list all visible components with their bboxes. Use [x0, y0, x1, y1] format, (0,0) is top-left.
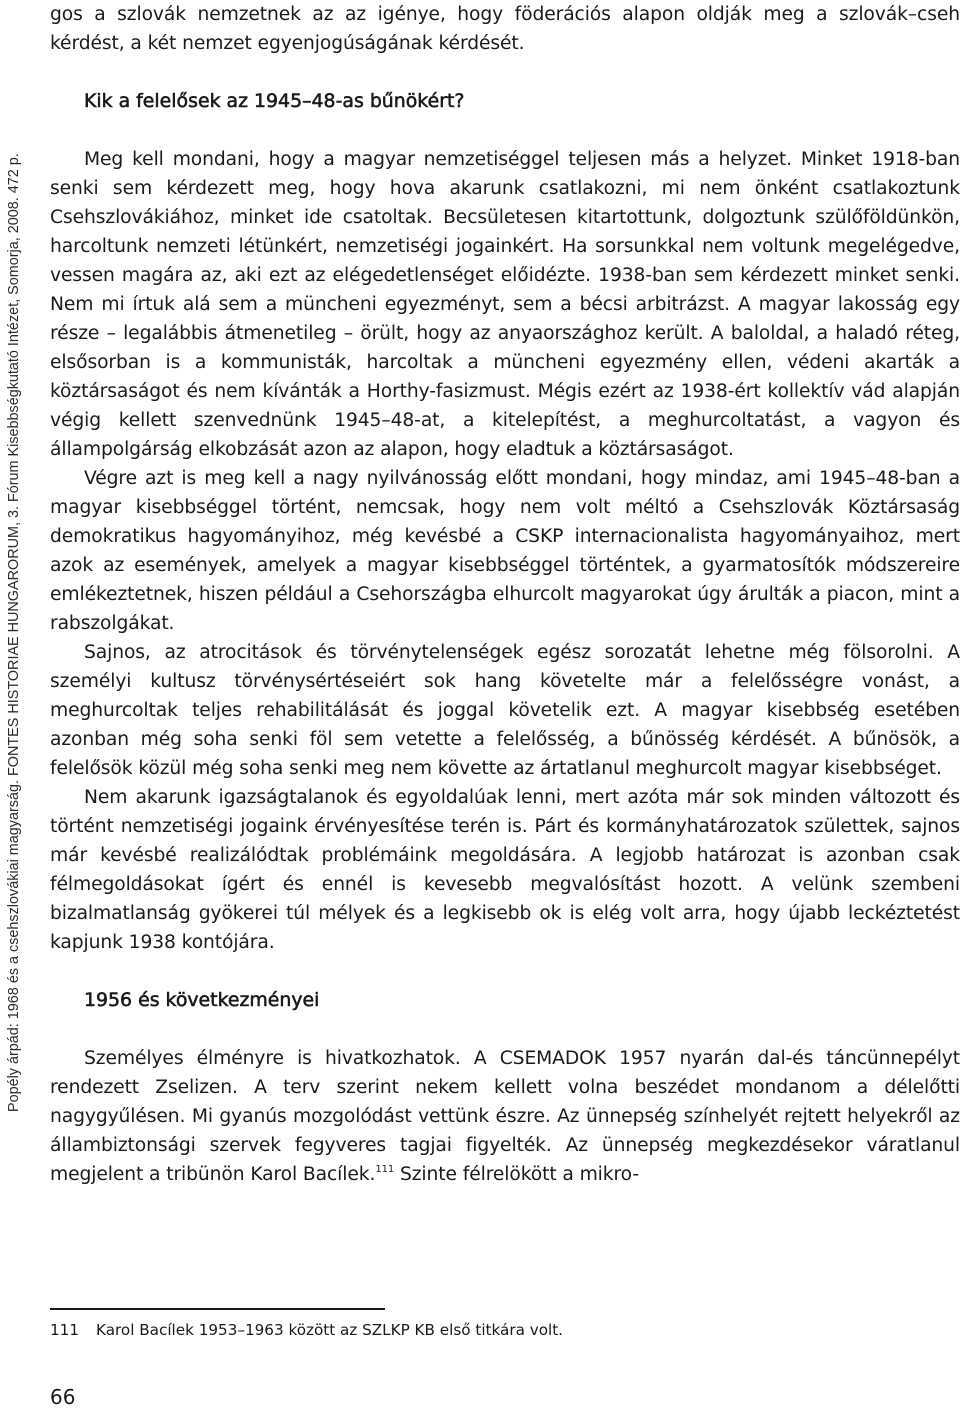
spacer	[50, 116, 960, 145]
spacer	[50, 58, 960, 87]
citation-text: Popély árpád: 1968 és a csehszlovákiai magyarság. FONTES HISTORIAE HUNGARORUM, 3. Fórum Kisebbségkutató Intézet, Somorja, 2008. 472 p.	[6, 153, 22, 1112]
spacer	[50, 957, 960, 986]
paragraph-continued: gos a szlovák nemzetnek az az igénye, hogy föderációs alapon oldják meg a szlovák–cseh kérdést, a két nemzet egyenjogúságának kérdését.	[50, 4, 960, 54]
section-heading: 1956 és következményei	[84, 989, 320, 1011]
side-citation	[0, 0, 28, 1410]
spacer	[50, 1015, 960, 1044]
footnote-reference[interactable]: 111	[375, 1164, 395, 1175]
footnote-number: 111	[50, 1321, 79, 1339]
paragraph-text-tail: Szinte félrelökött a mikro-	[394, 1164, 639, 1185]
page-number: 66	[50, 1385, 76, 1409]
section-heading: Kik a felelősek az 1945–48-as bűnökért?	[84, 90, 465, 112]
paragraph: Végre azt is meg kell a nagy nyilvánosság előtt mondani, hogy mindaz, ami 1945–48-ban a magyar kisebbséggel történt, nemcsak, hogy nem volt méltó a Csehszlovák Köztársaság demokratikus hagyományihoz, még kevésbé a CSKP internacionalista hagyományaihoz, mert azok az események, amelyek a magyar kisebbséggel történtek, a gyarmatosítók módszereire emlékeztetnek, hiszen például a Csehországba elhurcolt magyarokat úgy árulták a piacon, mint a rabszolgákat.	[50, 468, 960, 634]
paragraph-text: Személyes élményre is hivatkozhatok. A CSEMADOK 1957 nyarán dal-és táncünnepélyt rendezett Zselizen. A terv szerint nekem kellett volna beszédet mondanom a délelőtti nagygyűlésen. Mi gyanús mozgolódást vettünk észre. Az ünnepség színhelyét rejtett helyekről az állambiztonsági szervek fegyveres tagjai figyelték. Az ünnepség megkezdésekor váratlanul megjelent a tribünön Karol Bacílek.	[50, 1048, 960, 1185]
paragraph: Nem akarunk igazságtalanok és egyoldalúak lenni, mert azóta már sok minden változott és történt nemzetiségi jogaink érvényesítése terén is. Párt és kormányhatározatok születtek, sajnos már kevésbé realizálódtak problémáink megoldására. A legjobb határozat is azonban csak félmegoldásokat ígért és ennél is kevesebb megvalósítást hozott. A velünk szembeni bizalmatlanság gyökerei túl mélyek és a legkisebb ok is elég volt arra, hogy újabb leckéztetést kapjunk 1938 kontójára.	[50, 787, 960, 953]
footnote	[50, 1319, 750, 1341]
footnote-text: Karol Bacílek 1953–1963 között az SZLKP KB első titkára volt.	[96, 1321, 563, 1339]
footnote-rule	[50, 1308, 385, 1310]
paragraph: Meg kell mondani, hogy a magyar nemzetiséggel teljesen más a helyzet. Minket 1918-ban senki sem kérdezett meg, hogy hova akarunk csatlakozni, mi nem önként csatlakoztunk Csehszlovákiához, minket ide csatoltak. Becsületesen kitartottunk, dolgoztunk szülőföldünkön, harcoltunk nemzeti létünkért, nemzetiségi jogainkért. Ha sorsunkkal nem voltunk megelégedve, vessen magára az, aki ezt az elégedetlenséget előidézte. 1938-ban sem kérdezett minket senki. Nem mi írtuk alá sem a müncheni egyezményt, sem a bécsi arbitrázst. A magyar lakosság egy része – legalábbis átmenetileg – örült, hogy az anyaországhoz került. A baloldal, a haladó réteg, elsősorban is a kommunisták, harcoltak a müncheni egyezmény ellen, védeni akarták a köztársaságot és nem kívánták a Horthy-fasizmust. Mégis ezért az 1938-ért kollektív vád alapján végig kellett szenvednünk 1945–48-at, a kitelepítést, a meghurcoltatást, a vagyon és állampolgárság elkobzását azon az alapon, hogy eladtuk a köztársaságot.	[50, 149, 960, 460]
paragraph: Sajnos, az atrocitások és törvénytelenségek egész sorozatát lehetne még fölsorolni. A személyi kultusz törvénysértéseiért sok hang követelte már a felelősségre vonást, a meghurcoltak teljes rehabilitálását és joggal követelik ezt. A magyar kisebbség esetében azonban még soha senki föl sem vetette a felelősség, a bűnösség kérdését. A bűnösök, a felelősök közül még soha senki meg nem követte az ártatlanul meghurcolt magyar kisebbséget.	[50, 642, 960, 779]
page-body	[50, 0, 960, 1189]
paragraph	[50, 1044, 960, 1189]
